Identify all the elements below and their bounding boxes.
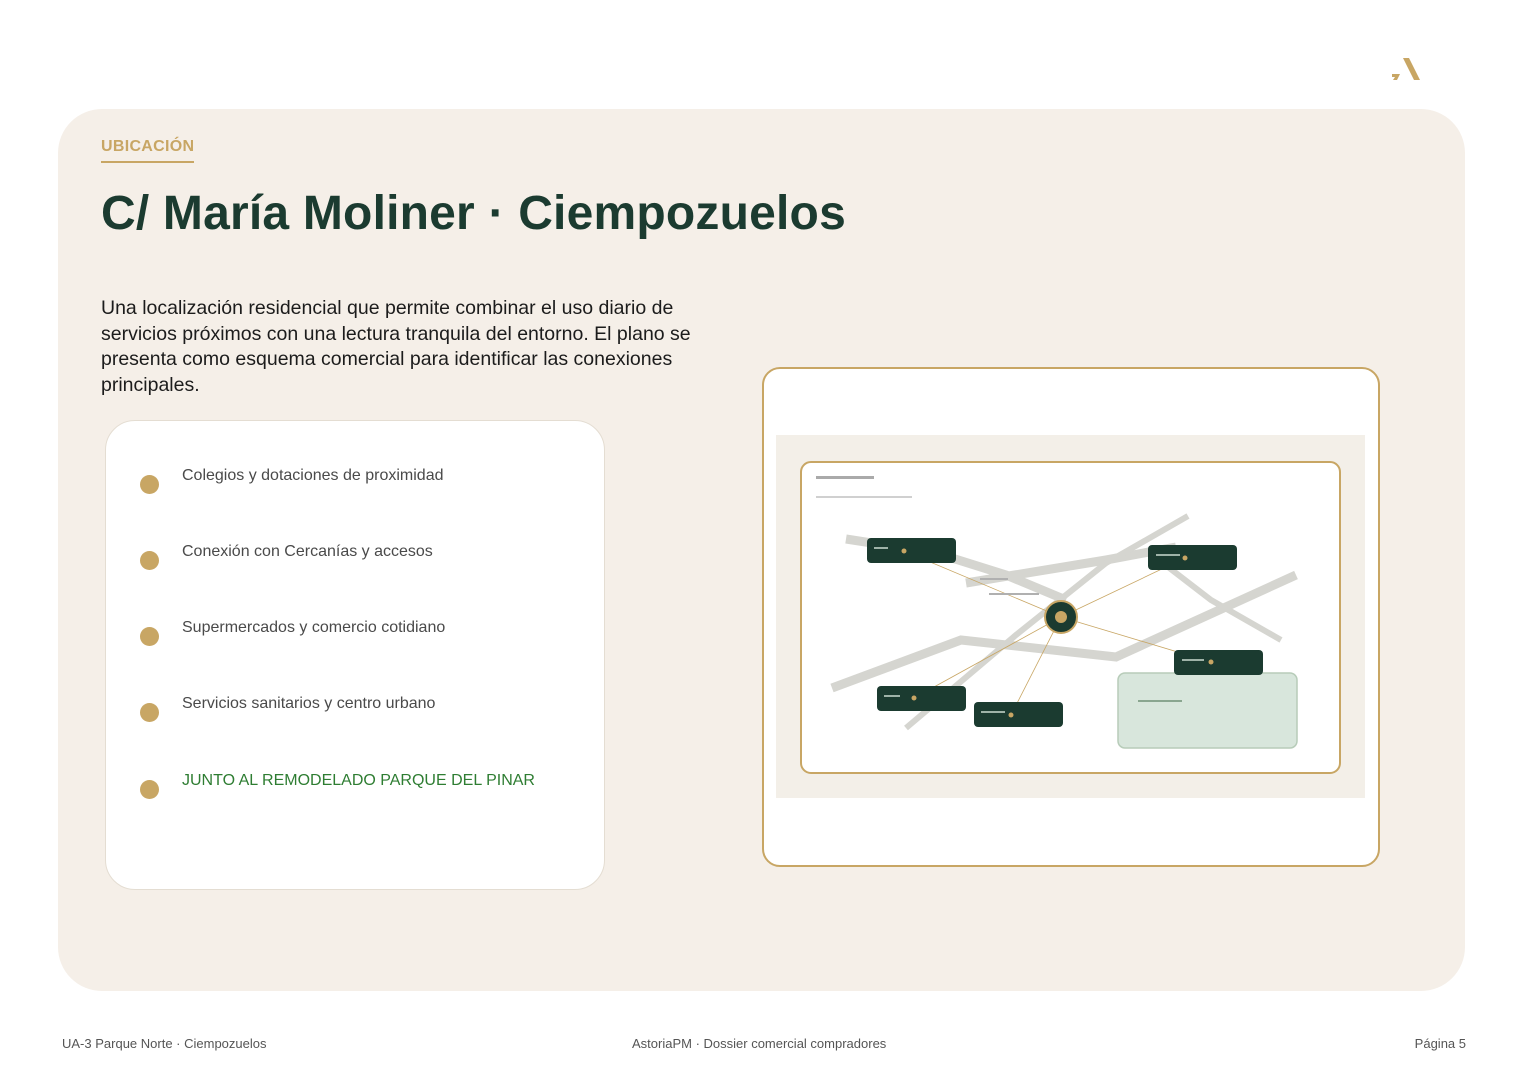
- feature-label-highlight: JUNTO AL REMODELADO PARQUE DEL PINAR: [182, 772, 535, 789]
- features-list: [105, 420, 605, 890]
- list-item: [106, 467, 604, 497]
- list-item: [106, 695, 604, 725]
- poi-marker: [1174, 650, 1263, 675]
- bullet-dot-icon: [140, 627, 159, 646]
- bullet-dot-icon: [140, 780, 159, 799]
- center-location-pin-icon: [1045, 601, 1077, 633]
- section-label: UBICACIÓN: [101, 138, 194, 163]
- feature-label: Servicios sanitarios y centro urbano: [182, 695, 436, 712]
- poi-marker: [1148, 545, 1237, 570]
- poi-marker: [974, 702, 1063, 727]
- feature-label: Colegios y dotaciones de proximidad: [182, 467, 444, 484]
- bullet-dot-icon: [140, 703, 159, 722]
- feature-label: Supermercados y comercio cotidiano: [182, 619, 446, 636]
- bullet-dot-icon: [140, 475, 159, 494]
- page-title: C/ María Moliner · Ciempozuelos: [101, 187, 846, 240]
- bullet-dot-icon: [140, 551, 159, 570]
- park-label-line: [1138, 700, 1182, 702]
- footer-center: AstoriaPM · Dossier comercial compradores: [632, 1036, 887, 1051]
- poi-marker: [877, 686, 966, 711]
- poi-marker: [867, 538, 956, 563]
- astoria-logo-icon: [1390, 56, 1422, 82]
- map-caption-line: [816, 476, 874, 479]
- list-item: [106, 619, 604, 649]
- list-item: [106, 772, 604, 802]
- page-number: Página 5: [1414, 1036, 1466, 1051]
- list-item: [106, 543, 604, 573]
- map-caption-line: [816, 496, 912, 498]
- park-area: [1118, 673, 1297, 748]
- footer-left: UA-3 Parque Norte · Ciempozuelos: [62, 1036, 267, 1051]
- intro-paragraph: Una localización residencial que permite combinar el uso diario de servicios próximos con una lectura tranquila del entorno. El plano se presenta como esquema comercial para identificar las conexiones principales.: [101, 297, 691, 396]
- feature-label: Conexión con Cercanías y accesos: [182, 543, 433, 560]
- location-map-diagram: [776, 435, 1365, 798]
